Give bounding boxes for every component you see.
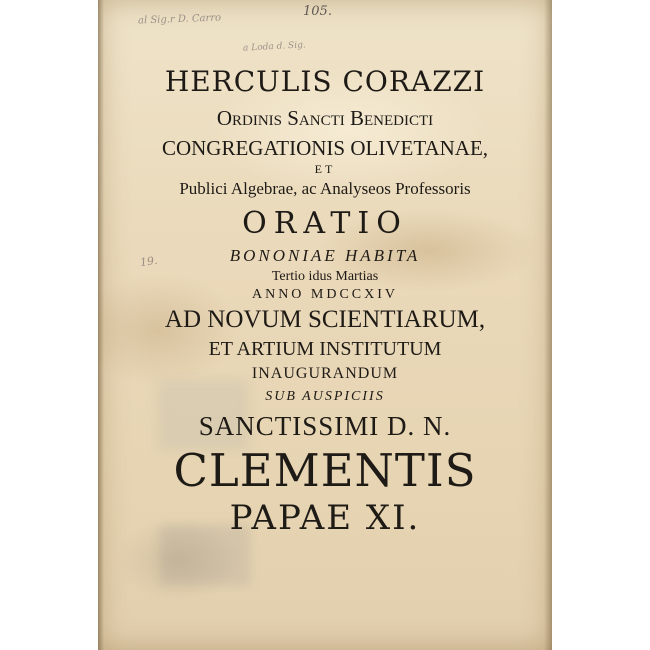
religious-order: Ordinis Sancti Benedicti bbox=[216, 106, 434, 130]
conjunction: ET bbox=[314, 162, 336, 176]
handwritten-margin-mark: 19. bbox=[139, 253, 159, 270]
subject-line-1: AD NOVUM SCIENTIARUM, bbox=[164, 306, 486, 333]
work-title: ORATIO bbox=[242, 206, 408, 241]
year-line: ANNO MDCCXIV bbox=[251, 287, 399, 302]
subject-line-2: ET ARTIUM INSTITUTUM bbox=[208, 338, 442, 360]
handwritten-number: 105. bbox=[303, 4, 332, 19]
subject-line-3: INAUGURANDUM bbox=[251, 365, 399, 382]
dedicatee-line-2: CLEMENTIS bbox=[173, 444, 477, 497]
date-line: Tertio idus Martias bbox=[271, 269, 379, 284]
title-text-block bbox=[98, 62, 552, 538]
place-line: BONONIAE HABITA bbox=[229, 246, 421, 265]
congregation: CONGREGATIONIS OLIVETANAE, bbox=[161, 136, 489, 160]
author-name: HERCULIS CORAZZI bbox=[164, 65, 486, 98]
dedicatee-line-1: SANCTISSIMI D. N. bbox=[198, 411, 452, 441]
title-page bbox=[98, 0, 552, 650]
handwritten-inscription: al Sig.r D. Carro bbox=[137, 12, 222, 27]
dedicatee-line-3: PAPAE XI. bbox=[229, 498, 421, 538]
auspices-line: SUB AUSPICIIS bbox=[265, 389, 385, 404]
handwritten-inscription-second: a Loda d. Sig. bbox=[242, 40, 306, 54]
professorship: Publici Algebrae, ac Analyseos Professoris bbox=[179, 179, 471, 198]
